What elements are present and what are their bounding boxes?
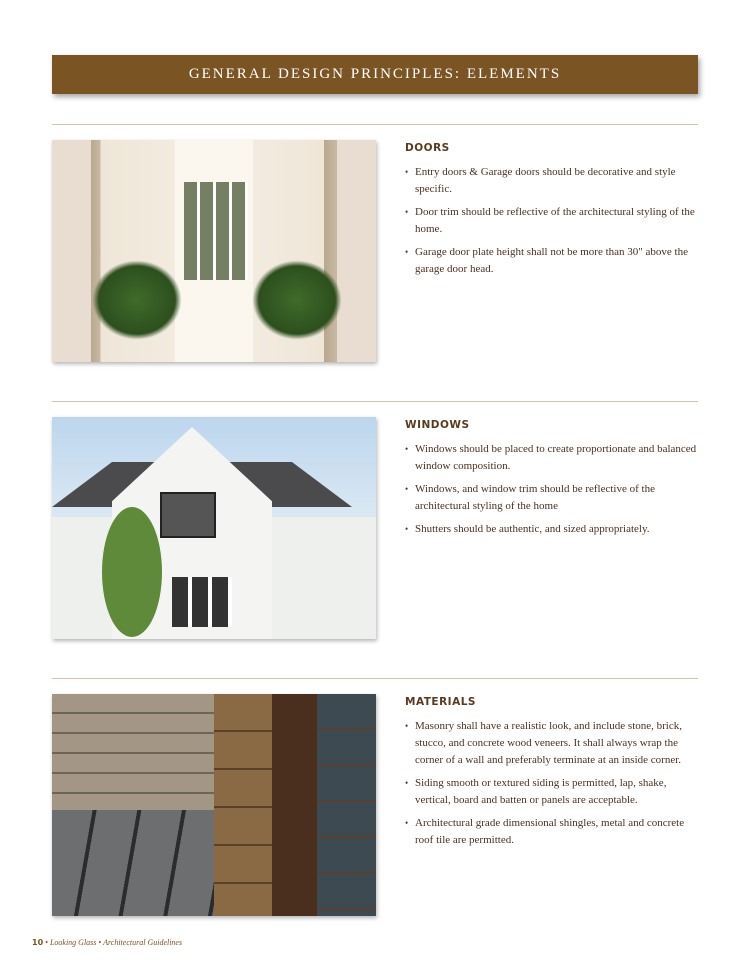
doors-photo	[52, 140, 376, 362]
bullet: • Door trim should be reflective of the architectural styling of the home.	[405, 204, 700, 238]
page-footer	[32, 938, 182, 947]
doors-section	[405, 142, 700, 284]
bullet: • Siding smooth or textured siding is permitted, lap, shake, vertical, board and batten or panels are acceptable.	[405, 775, 700, 809]
divider	[52, 401, 698, 402]
windows-section	[405, 419, 700, 544]
document-name: Looking Glass	[49, 938, 97, 947]
page-number: 10	[32, 938, 44, 947]
windows-photo	[52, 417, 376, 639]
section-heading: WINDOWS	[405, 419, 470, 431]
bullet: • Garage door plate height shall not be more than 30" above the garage door head.	[405, 244, 700, 278]
divider	[52, 678, 698, 679]
page-title: GENERAL DESIGN PRINCIPLES: ELEMENTS	[188, 66, 562, 82]
separator: •	[45, 938, 48, 947]
header-banner	[52, 55, 698, 94]
separator: •	[98, 938, 102, 947]
section-heading: DOORS	[405, 142, 450, 154]
bullet: • Masonry shall have a realistic look, and include stone, brick, stucco, and concrete wood veneers. It shall always wrap the corner of a wall and preferably terminate at an inside corner.	[405, 718, 700, 769]
materials-section	[405, 696, 700, 855]
divider	[52, 124, 698, 125]
bullet: • Windows should be placed to create proportionate and balanced window composition.	[405, 441, 700, 475]
bullet: • Architectural grade dimensional shingles, metal and concrete roof tile are permitted.	[405, 815, 700, 849]
document-subtitle: Architectural Guidelines	[103, 938, 183, 947]
bullet: • Windows, and window trim should be reflective of the architectural styling of the home	[405, 481, 700, 515]
bullet: • Shutters should be authentic, and sized appropriately.	[405, 521, 700, 538]
bullet: • Entry doors & Garage doors should be decorative and style specific.	[405, 164, 700, 198]
materials-photo	[52, 694, 376, 916]
section-heading: MATERIALS	[405, 696, 476, 708]
